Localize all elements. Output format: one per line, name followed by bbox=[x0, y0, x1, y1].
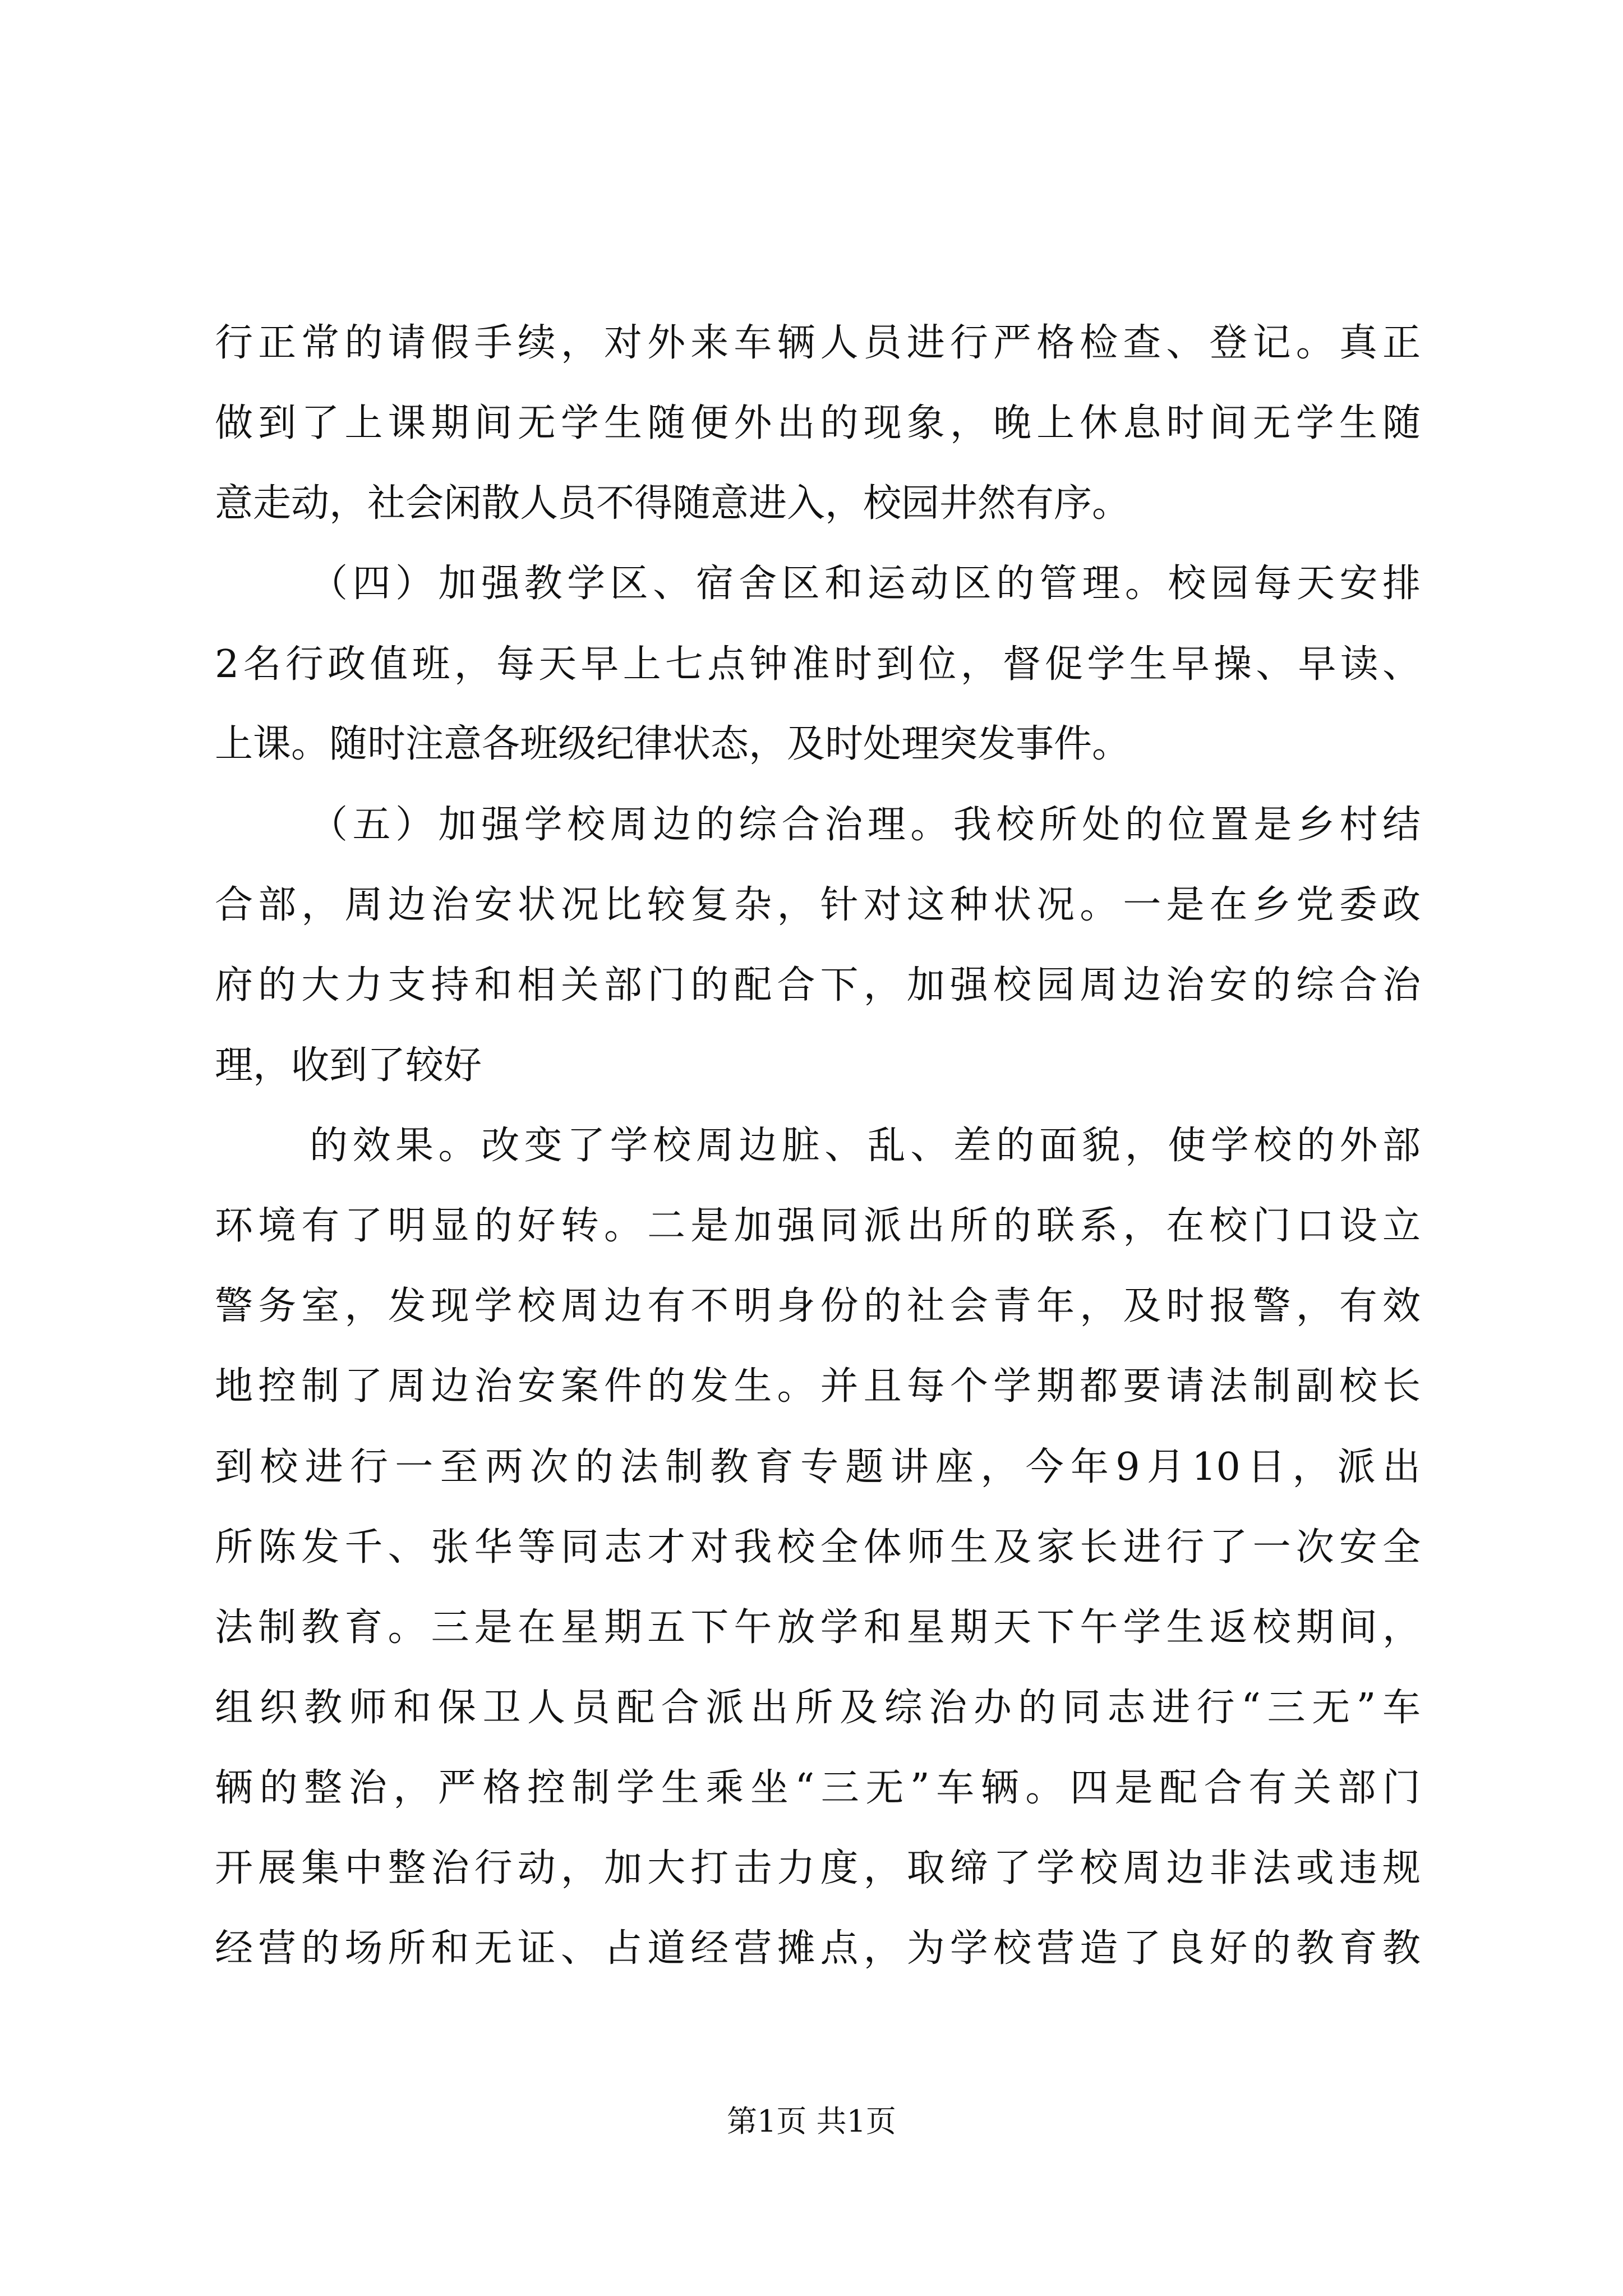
text-line-5: 2名行政值班，每天早上七点钟准时到位，督促学生早操、早读、 bbox=[215, 642, 1421, 687]
page-number-footer: 第1页 共1页 bbox=[727, 2104, 896, 2139]
text-line-14: 地控制了周边治安案件的发生。并且每个学期都要请法制副校长 bbox=[215, 1364, 1421, 1409]
text-line-16: 所陈发千、张华等同志才对我校全体师生及家长进行了一次安全 bbox=[215, 1525, 1421, 1570]
text-line-7: （五）加强学校周边的综合治理。我校所处的位置是乡村结 bbox=[310, 803, 1421, 847]
text-line-20: 开展集中整治行动，加大打击力度，取缔了学校周边非法或违规 bbox=[215, 1846, 1421, 1890]
text-line-11: 的效果。改变了学校周边脏、乱、差的面貌，使学校的外部 bbox=[310, 1124, 1421, 1168]
text-line-1: 行正常的请假手续，对外来车辆人员进行严格检查、登记。真正 bbox=[215, 321, 1421, 365]
text-line-9: 府的大力支持和相关部门的配合下，加强校园周边治安的综合治 bbox=[215, 963, 1421, 1007]
text-line-2: 做到了上课期间无学生随便外出的现象，晚上休息时间无学生随 bbox=[215, 401, 1421, 445]
text-line-13: 警务室，发现学校周边有不明身份的社会青年，及时报警，有效 bbox=[215, 1284, 1421, 1328]
text-line-15: 到校进行一至两次的法制教育专题讲座，今年9月10日，派出 bbox=[215, 1445, 1421, 1489]
text-line-6: 上课。随时注意各班级纪律状态，及时处理突发事件。 bbox=[215, 722, 1131, 766]
text-line-4: （四）加强教学区、宿舍区和运动区的管理。校园每天安排 bbox=[310, 562, 1421, 606]
text-line-12: 环境有了明显的好转。二是加强同派出所的联系，在校门口设立 bbox=[215, 1204, 1421, 1248]
text-line-19: 辆的整治，严格控制学生乘坐“三无”车辆。四是配合有关部门 bbox=[215, 1766, 1421, 1810]
text-line-17: 法制教育。三是在星期五下午放学和星期天下午学生返校期间， bbox=[215, 1605, 1421, 1650]
text-line-10: 理，收到了较好 bbox=[215, 1043, 482, 1088]
text-line-21: 经营的场所和无证、占道经营摊点，为学校营造了良好的教育教 bbox=[215, 1926, 1421, 1971]
text-line-18: 组织教师和保卫人员配合派出所及综治办的同志进行“三无”车 bbox=[215, 1686, 1421, 1730]
text-line-8: 合部，周边治安状况比较复杂，针对这种状况。一是在乡党委政 bbox=[215, 883, 1421, 927]
text-line-3: 意走动，社会闲散人员不得随意进入，校园井然有序。 bbox=[215, 481, 1131, 526]
